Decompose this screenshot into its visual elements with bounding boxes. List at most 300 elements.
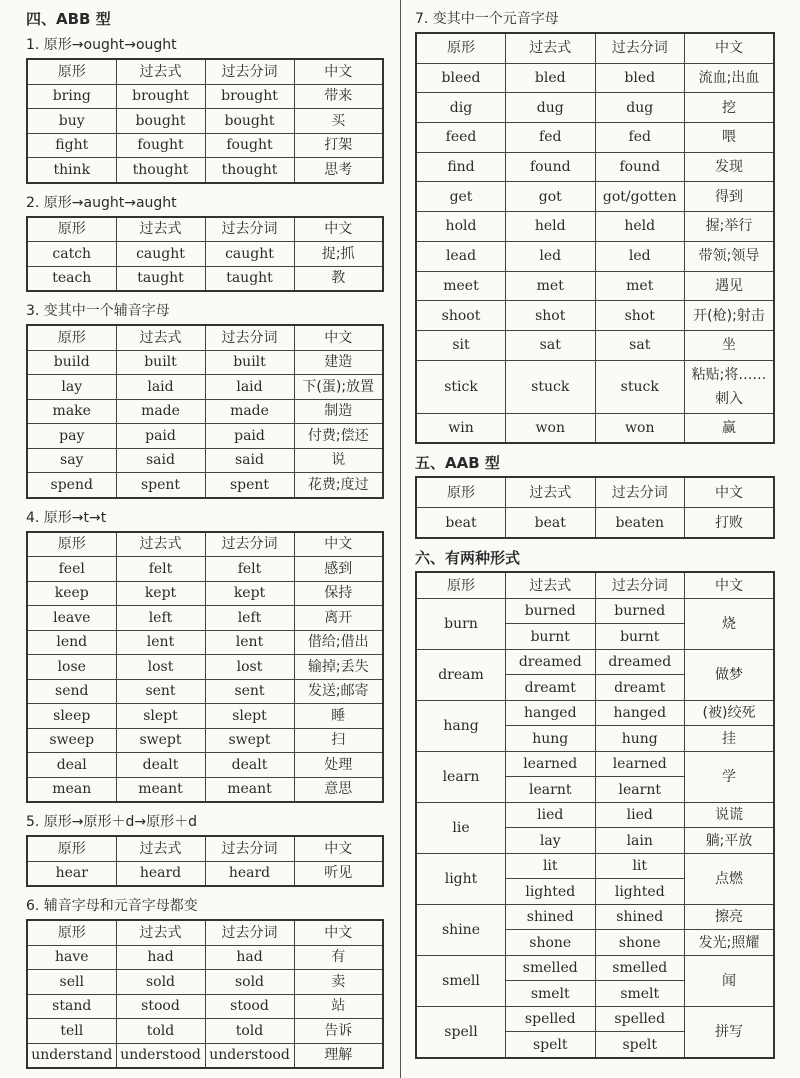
base-form-cell: have [27,945,116,970]
header-cell: 过去分词 [205,325,294,350]
table-row [27,861,383,886]
past-participle-cell: told [205,1019,294,1044]
group-7-label: 7. 变其中一个元音字母 [415,11,559,27]
group-1-table [26,58,384,184]
header-cell: 过去式 [116,836,205,861]
past-tense-cell: lent [116,630,205,655]
group-7-table [415,32,775,444]
table-header-row [27,59,383,84]
table-row [416,63,774,93]
table-row [27,704,383,729]
chinese-meaning-cell: 扫 [294,728,383,753]
past-participle-cell: smelled [595,955,685,981]
past-tense-cell: beat [506,508,596,539]
base-form-cell: lie [416,802,506,853]
base-form-cell: understand [27,1043,116,1068]
header-cell: 过去分词 [205,217,294,242]
header-cell: 原形 [27,217,116,242]
chinese-meaning-cell: 发送;邮寄 [294,679,383,704]
header-cell: 中文 [294,217,383,242]
base-form-cell: find [416,152,506,182]
past-participle-cell: said [205,448,294,473]
table-row [416,904,774,930]
base-form-cell: shine [416,904,506,955]
left-column [26,6,384,1075]
past-tense-cell: lighted [506,879,596,905]
base-form-cell: deal [27,753,116,778]
past-tense-cell: brought [116,84,205,109]
past-participle-cell: fought [205,133,294,158]
base-form-cell: smell [416,955,506,1006]
table-row [416,413,774,443]
header-cell: 过去分词 [595,477,685,508]
base-form-cell: lend [27,630,116,655]
header-cell: 过去分词 [205,920,294,945]
table-header-row [416,477,774,508]
table-row [416,802,774,828]
base-form-cell: sell [27,970,116,995]
table-row [416,301,774,331]
past-tense-cell: spelled [506,1006,596,1032]
past-tense-cell: won [506,413,596,443]
table-header-row [27,532,383,557]
chinese-meaning-cell: 听见 [294,861,383,886]
past-participle-cell: laid [205,375,294,400]
past-participle-cell: beaten [595,508,685,539]
table-row [416,123,774,153]
header-cell: 原形 [27,325,116,350]
past-participle-cell: burnt [595,624,685,650]
group-5-table [26,835,384,887]
past-participle-cell: kept [205,581,294,606]
chinese-meaning-cell: 处理 [294,753,383,778]
past-tense-cell: caught [116,242,205,267]
chinese-meaning-cell: 带领;领导 [685,241,775,271]
table-row [27,399,383,424]
past-participle-cell: found [595,152,685,182]
base-form-cell: keep [27,581,116,606]
base-form-cell: dig [416,93,506,123]
chinese-meaning-cell: 买 [294,109,383,134]
chinese-meaning-cell: 告诉 [294,1019,383,1044]
base-form-cell: get [416,182,506,212]
past-participle-cell: paid [205,424,294,449]
base-form-cell: beat [416,508,506,539]
past-participle-cell: lent [205,630,294,655]
base-form-cell: learn [416,751,506,802]
base-form-cell: make [27,399,116,424]
past-tense-cell: found [506,152,596,182]
base-form-cell: meet [416,271,506,301]
header-cell: 中文 [294,836,383,861]
base-form-cell: tell [27,1019,116,1044]
past-tense-cell: hung [506,726,596,752]
past-tense-cell: heard [116,861,205,886]
header-cell: 原形 [27,532,116,557]
past-tense-cell: told [116,1019,205,1044]
section-6-title: 六、有两种形式 [415,549,521,568]
past-tense-cell: made [116,399,205,424]
right-column [415,6,775,1065]
base-form-cell: hang [416,700,506,751]
chinese-meaning-cell: 建造 [294,350,383,375]
section-6-table [415,571,775,1059]
table-row [27,728,383,753]
chinese-meaning-cell: 坐 [685,330,775,360]
chinese-meaning-cell: 开(枪);射击 [685,301,775,331]
header-cell: 中文 [294,59,383,84]
base-form-cell: teach [27,266,116,291]
base-form-cell: say [27,448,116,473]
past-participle-cell: fed [595,123,685,153]
table-row [27,581,383,606]
header-cell: 中文 [685,477,775,508]
group-4-table [26,531,384,804]
base-form-cell: hear [27,861,116,886]
chinese-meaning-cell: 躺;平放 [685,828,775,854]
past-participle-cell: dreamt [595,675,685,701]
chinese-meaning-cell: 付费;偿还 [294,424,383,449]
header-cell: 过去分词 [595,33,685,63]
base-form-cell: sit [416,330,506,360]
table-row [416,649,774,675]
base-form-cell: send [27,679,116,704]
base-form-cell: lead [416,241,506,271]
past-tense-cell: swept [116,728,205,753]
past-tense-cell: lied [506,802,596,828]
past-tense-cell: left [116,606,205,631]
chinese-meaning-cell: 遇见 [685,271,775,301]
past-participle-cell: meant [205,777,294,802]
chinese-meaning-cell: 挂 [685,726,775,752]
past-participle-cell: built [205,350,294,375]
past-tense-cell: lost [116,655,205,680]
table-row [27,753,383,778]
past-participle-cell: shone [595,930,685,956]
header-cell: 中文 [685,33,775,63]
base-form-cell: dream [416,649,506,700]
past-participle-cell: learnt [595,777,685,803]
past-participle-cell: swept [205,728,294,753]
past-tense-cell: thought [116,158,205,183]
group-1-label: 1. 原形→ought→ought [26,37,177,53]
table-row [27,1043,383,1068]
table-row [27,448,383,473]
past-participle-cell: won [595,413,685,443]
past-tense-cell: paid [116,424,205,449]
table-row [416,955,774,981]
base-form-cell: win [416,413,506,443]
table-row [27,970,383,995]
chinese-meaning-cell: 卖 [294,970,383,995]
table-row [416,360,774,413]
base-form-cell: bring [27,84,116,109]
base-form-cell: pay [27,424,116,449]
chinese-meaning-cell: 下(蛋);放置 [294,375,383,400]
past-tense-cell: sold [116,970,205,995]
chinese-meaning-cell: (被)绞死 [685,700,775,726]
past-tense-cell: fought [116,133,205,158]
past-participle-cell: lighted [595,879,685,905]
past-tense-cell: hanged [506,700,596,726]
table-row [416,853,774,879]
past-tense-cell: meant [116,777,205,802]
base-form-cell: catch [27,242,116,267]
past-tense-cell: learnt [506,777,596,803]
past-tense-cell: said [116,448,205,473]
table-row [27,1019,383,1044]
base-form-cell: build [27,350,116,375]
past-participle-cell: lain [595,828,685,854]
past-participle-cell: shined [595,904,685,930]
chinese-meaning-cell: 发现 [685,152,775,182]
header-cell: 中文 [294,920,383,945]
past-participle-cell: led [595,241,685,271]
table-row [27,375,383,400]
chinese-meaning-cell: 喂 [685,123,775,153]
base-form-cell: think [27,158,116,183]
past-participle-cell: taught [205,266,294,291]
past-tense-cell: sent [116,679,205,704]
table-row [416,241,774,271]
past-participle-cell: thought [205,158,294,183]
past-tense-cell: dreamt [506,675,596,701]
group-4-label: 4. 原形→t→t [26,509,107,526]
base-form-cell: spend [27,473,116,498]
chinese-meaning-cell: 打架 [294,133,383,158]
table-row [27,266,383,291]
chinese-meaning-cell: 借给;借出 [294,630,383,655]
header-cell: 中文 [294,325,383,350]
group-5-label: 5. 原形→原形＋d→原形＋d [26,814,198,830]
past-participle-cell: caught [205,242,294,267]
header-cell: 过去式 [116,59,205,84]
header-cell: 原形 [27,59,116,84]
header-cell: 过去式 [506,33,596,63]
chinese-meaning-cell: 说谎 [685,802,775,828]
past-tense-cell: smelt [506,981,596,1007]
table-row [416,182,774,212]
table-row [27,994,383,1019]
chinese-meaning-cell: 花费;度过 [294,473,383,498]
past-participle-cell: learned [595,751,685,777]
past-tense-cell: stood [116,994,205,1019]
chinese-meaning-cell: 睡 [294,704,383,729]
past-tense-cell: laid [116,375,205,400]
past-tense-cell: fed [506,123,596,153]
past-participle-cell: bought [205,109,294,134]
chinese-meaning-cell: 粘贴;将……刺入 [685,360,775,413]
header-cell: 原形 [416,33,506,63]
group-6-table [26,919,384,1069]
table-row [416,751,774,777]
past-tense-cell: sat [506,330,596,360]
table-header-row [27,217,383,242]
past-tense-cell: bled [506,63,596,93]
base-form-cell: lay [27,375,116,400]
base-form-cell: spell [416,1006,506,1058]
past-participle-cell: hanged [595,700,685,726]
past-participle-cell: lit [595,853,685,879]
table-row [27,945,383,970]
base-form-cell: feed [416,123,506,153]
past-tense-cell: slept [116,704,205,729]
past-participle-cell: spent [205,473,294,498]
header-cell: 过去分词 [205,836,294,861]
table-row [27,655,383,680]
past-participle-cell: shot [595,301,685,331]
table-header-row [27,920,383,945]
base-form-cell: leave [27,606,116,631]
chinese-meaning-cell: 捉;抓 [294,242,383,267]
past-tense-cell: shined [506,904,596,930]
past-participle-cell: understood [205,1043,294,1068]
past-tense-cell: bought [116,109,205,134]
base-form-cell: shoot [416,301,506,331]
header-cell: 中文 [294,532,383,557]
past-tense-cell: shot [506,301,596,331]
chinese-meaning-cell: 制造 [294,399,383,424]
past-participle-cell: brought [205,84,294,109]
chinese-meaning-cell: 流血;出血 [685,63,775,93]
table-header-row [27,325,383,350]
past-tense-cell: burnt [506,624,596,650]
chinese-meaning-cell: 赢 [685,413,775,443]
base-form-cell: hold [416,212,506,242]
past-participle-cell: sat [595,330,685,360]
past-tense-cell: felt [116,557,205,582]
table-row [27,557,383,582]
table-row [27,109,383,134]
past-tense-cell: led [506,241,596,271]
past-participle-cell: spelled [595,1006,685,1032]
base-form-cell: stick [416,360,506,413]
base-form-cell: fight [27,133,116,158]
past-tense-cell: dealt [116,753,205,778]
past-participle-cell: dealt [205,753,294,778]
table-row [416,1006,774,1032]
table-row [416,508,774,539]
chinese-meaning-cell: 思考 [294,158,383,183]
header-cell: 过去式 [116,920,205,945]
past-tense-cell: spelt [506,1032,596,1058]
base-form-cell: stand [27,994,116,1019]
base-form-cell: bleed [416,63,506,93]
section-4-groups [26,32,384,1069]
past-participle-cell: slept [205,704,294,729]
table-row [416,212,774,242]
header-cell: 过去分词 [205,532,294,557]
past-participle-cell: heard [205,861,294,886]
past-participle-cell: spelt [595,1032,685,1058]
past-tense-cell: built [116,350,205,375]
base-form-cell: lose [27,655,116,680]
chinese-meaning-cell: 站 [294,994,383,1019]
chinese-meaning-cell: 保持 [294,581,383,606]
section-5-title: 五、AAB 型 [415,454,500,473]
group-3-table [26,324,384,499]
header-cell: 过去式 [506,572,596,598]
table-header-row [416,33,774,63]
column-divider [400,0,401,1078]
table-row [27,158,383,183]
section-5-table [415,476,775,539]
chinese-meaning-cell: 拼写 [685,1006,775,1058]
table-row [27,133,383,158]
chinese-meaning-cell: 打败 [685,508,775,539]
section-4-title: 四、ABB 型 [26,10,111,28]
table-row [27,424,383,449]
base-form-cell: feel [27,557,116,582]
header-cell: 中文 [685,572,775,598]
past-participle-cell: burned [595,598,685,624]
past-tense-cell: burned [506,598,596,624]
past-tense-cell: dug [506,93,596,123]
header-cell: 过去式 [116,217,205,242]
group-2-label: 2. 原形→aught→aught [26,194,177,211]
base-form-cell: buy [27,109,116,134]
chinese-meaning-cell: 做梦 [685,649,775,700]
table-row [27,350,383,375]
past-tense-cell: met [506,271,596,301]
base-form-cell: sweep [27,728,116,753]
table-header-row [416,572,774,598]
chinese-meaning-cell: 学 [685,751,775,802]
header-cell: 过去式 [116,532,205,557]
past-tense-cell: spent [116,473,205,498]
table-row [416,598,774,624]
past-participle-cell: stuck [595,360,685,413]
chinese-meaning-cell: 感到 [294,557,383,582]
chinese-meaning-cell: 挖 [685,93,775,123]
header-cell: 过去式 [116,325,205,350]
past-participle-cell: had [205,945,294,970]
chinese-meaning-cell: 发光;照耀 [685,930,775,956]
past-tense-cell: understood [116,1043,205,1068]
table-row [27,84,383,109]
past-participle-cell: stood [205,994,294,1019]
table-row [416,330,774,360]
table-header-row [27,836,383,861]
header-cell: 原形 [27,920,116,945]
past-tense-cell: lay [506,828,596,854]
past-participle-cell: made [205,399,294,424]
chinese-meaning-cell: 得到 [685,182,775,212]
chinese-meaning-cell: 说 [294,448,383,473]
base-form-cell: sleep [27,704,116,729]
past-tense-cell: lit [506,853,596,879]
past-participle-cell: left [205,606,294,631]
table-row [416,152,774,182]
base-form-cell: mean [27,777,116,802]
past-tense-cell: got [506,182,596,212]
past-tense-cell: had [116,945,205,970]
past-participle-cell: dreamed [595,649,685,675]
table-row [27,606,383,631]
past-tense-cell: shone [506,930,596,956]
past-participle-cell: felt [205,557,294,582]
table-row [27,679,383,704]
chinese-meaning-cell: 理解 [294,1043,383,1068]
chinese-meaning-cell: 点燃 [685,853,775,904]
header-cell: 原形 [416,477,506,508]
past-tense-cell: taught [116,266,205,291]
past-participle-cell: smelt [595,981,685,1007]
base-form-cell: burn [416,598,506,649]
header-cell: 原形 [27,836,116,861]
past-tense-cell: kept [116,581,205,606]
past-participle-cell: met [595,271,685,301]
